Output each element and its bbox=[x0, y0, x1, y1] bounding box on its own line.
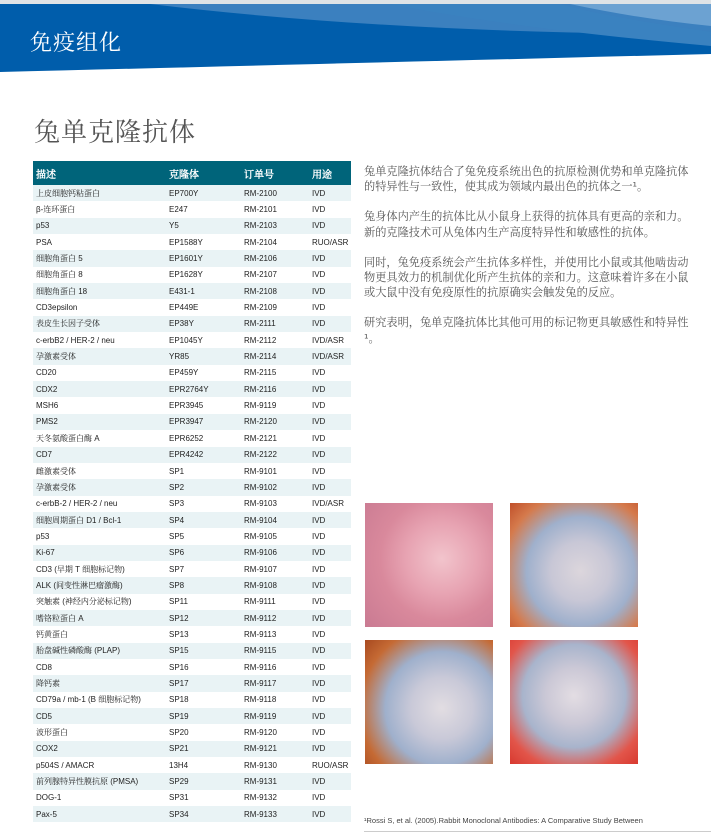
cell-clone: SP19 bbox=[166, 708, 241, 724]
cell-order-number: RM-9106 bbox=[241, 545, 309, 561]
cell-description: 胎盘碱性磷酸酶 (PLAP) bbox=[33, 643, 166, 659]
cell-order-number: RM-9112 bbox=[241, 610, 309, 626]
cell-clone: SP3 bbox=[166, 496, 241, 512]
cell-description: 雌激素受体 bbox=[33, 463, 166, 479]
cell-order-number: RM-9117 bbox=[241, 675, 309, 691]
cell-description: COX2 bbox=[33, 741, 166, 757]
cell-description: 细胞角蛋白 5 bbox=[33, 250, 166, 266]
table-row bbox=[33, 577, 351, 593]
cell-clone: SP2 bbox=[166, 479, 241, 495]
table-row bbox=[33, 299, 351, 315]
table-row bbox=[33, 708, 351, 724]
table-row bbox=[33, 528, 351, 544]
cell-description: p53 bbox=[33, 218, 166, 234]
cell-clone: SP31 bbox=[166, 790, 241, 806]
cell-order-number: RM-9133 bbox=[241, 806, 309, 822]
cell-order-number: RM-9131 bbox=[241, 773, 309, 789]
cell-order-number: RM-9121 bbox=[241, 741, 309, 757]
paragraph: 兔身体内产生的抗体比从小鼠身上获得的抗体具有更高的亲和力。新的克隆技术可从兔体内生产高度特异性和敏感性的抗体。 bbox=[364, 210, 689, 239]
table-row bbox=[33, 724, 351, 740]
cell-description: 表皮生长因子受体 bbox=[33, 316, 166, 332]
cell-use: IVD bbox=[309, 626, 351, 642]
cell-use: IVD bbox=[309, 790, 351, 806]
cell-description: Ki-67 bbox=[33, 545, 166, 561]
page-title: 兔单克隆抗体 bbox=[34, 118, 197, 148]
cell-use: IVD bbox=[309, 643, 351, 659]
table-row bbox=[33, 496, 351, 512]
cell-description: CD3 (早期 T 细胞标记物) bbox=[33, 561, 166, 577]
cell-clone: EP1045Y bbox=[166, 332, 241, 348]
cell-clone: SP34 bbox=[166, 806, 241, 822]
cell-order-number: RM-2122 bbox=[241, 447, 309, 463]
table-row bbox=[33, 250, 351, 266]
cell-description: CD8 bbox=[33, 659, 166, 675]
cell-order-number: RM-2101 bbox=[241, 201, 309, 217]
table-row bbox=[33, 430, 351, 446]
cell-clone: SP4 bbox=[166, 512, 241, 528]
paragraph: 同时，兔免疫系统会产生抗体多样性，并使用比小鼠或其他啮齿动物更具效力的机制优化所产生抗体的亲和力。这意味着许多在小鼠或大鼠中没有免疫原性的抗原确实会触发兔的反应。 bbox=[364, 255, 689, 300]
cell-order-number: RM-2112 bbox=[241, 332, 309, 348]
table-row bbox=[33, 218, 351, 234]
cell-use: IVD bbox=[309, 267, 351, 283]
cell-clone: E247 bbox=[166, 201, 241, 217]
table-row bbox=[33, 267, 351, 283]
cell-clone: EPR6252 bbox=[166, 430, 241, 446]
cell-use: IVD bbox=[309, 659, 351, 675]
cell-order-number: RM-9102 bbox=[241, 479, 309, 495]
cell-description: 上皮细胞钙粘蛋白 bbox=[33, 185, 166, 201]
cell-use: IVD bbox=[309, 741, 351, 757]
histology-image-ihc-1 bbox=[510, 503, 638, 627]
cell-clone: 13H4 bbox=[166, 757, 241, 773]
cell-use: IVD bbox=[309, 201, 351, 217]
histology-image-ihc-3 bbox=[510, 640, 638, 764]
table-row bbox=[33, 479, 351, 495]
cell-clone: EP1588Y bbox=[166, 234, 241, 250]
cell-clone: EP1628Y bbox=[166, 267, 241, 283]
cell-description: p504S / AMACR bbox=[33, 757, 166, 773]
cell-order-number: RM-9115 bbox=[241, 643, 309, 659]
cell-order-number: RM-9108 bbox=[241, 577, 309, 593]
cell-clone: EP449E bbox=[166, 299, 241, 315]
cell-use: IVD/ASR bbox=[309, 332, 351, 348]
cell-description: 天冬氨酸蛋白酶 A bbox=[33, 430, 166, 446]
table-row bbox=[33, 561, 351, 577]
cell-use: IVD bbox=[309, 218, 351, 234]
cell-order-number: RM-9120 bbox=[241, 724, 309, 740]
column-header-order-number: 订单号 bbox=[241, 161, 309, 185]
cell-description: c-erbB2 / HER-2 / neu bbox=[33, 332, 166, 348]
table-row bbox=[33, 512, 351, 528]
cell-use: IVD bbox=[309, 561, 351, 577]
cell-use: IVD bbox=[309, 594, 351, 610]
table-row bbox=[33, 185, 351, 201]
table-row bbox=[33, 610, 351, 626]
cell-use: IVD bbox=[309, 365, 351, 381]
cell-use: IVD bbox=[309, 577, 351, 593]
cell-clone: SP11 bbox=[166, 594, 241, 610]
cell-order-number: RM-9119 bbox=[241, 397, 309, 413]
cell-description: p53 bbox=[33, 528, 166, 544]
cell-clone: SP13 bbox=[166, 626, 241, 642]
cell-clone: SP18 bbox=[166, 692, 241, 708]
table-row bbox=[33, 790, 351, 806]
cell-order-number: RM-2109 bbox=[241, 299, 309, 315]
table-row bbox=[33, 414, 351, 430]
table-row bbox=[33, 757, 351, 773]
cell-use: IVD bbox=[309, 724, 351, 740]
table-row bbox=[33, 741, 351, 757]
table-row bbox=[33, 381, 351, 397]
cell-use: IVD bbox=[309, 545, 351, 561]
cell-clone: SP17 bbox=[166, 675, 241, 691]
cell-order-number: RM-2111 bbox=[241, 316, 309, 332]
table-row bbox=[33, 692, 351, 708]
cell-clone: SP7 bbox=[166, 561, 241, 577]
cell-order-number: RM-9119 bbox=[241, 708, 309, 724]
cell-use: IVD bbox=[309, 528, 351, 544]
cell-description: 孕激素受体 bbox=[33, 348, 166, 364]
cell-use: IVD bbox=[309, 479, 351, 495]
cell-order-number: RM-2115 bbox=[241, 365, 309, 381]
cell-clone: E431-1 bbox=[166, 283, 241, 299]
cell-description: 孕激素受体 bbox=[33, 479, 166, 495]
cell-clone: YR85 bbox=[166, 348, 241, 364]
cell-description: 细胞角蛋白 8 bbox=[33, 267, 166, 283]
cell-use: IVD bbox=[309, 708, 351, 724]
cell-use: IVD bbox=[309, 773, 351, 789]
cell-clone: SP29 bbox=[166, 773, 241, 789]
table-row bbox=[33, 234, 351, 250]
cell-description: ALK (间变性淋巴瘤激酶) bbox=[33, 577, 166, 593]
table-row bbox=[33, 463, 351, 479]
cell-order-number: RM-9101 bbox=[241, 463, 309, 479]
footnote-divider bbox=[364, 831, 711, 832]
cell-use: IVD bbox=[309, 414, 351, 430]
cell-clone: SP5 bbox=[166, 528, 241, 544]
cell-description: CDX2 bbox=[33, 381, 166, 397]
cell-clone: SP1 bbox=[166, 463, 241, 479]
table-row bbox=[33, 332, 351, 348]
table-row bbox=[33, 773, 351, 789]
cell-use: IVD bbox=[309, 512, 351, 528]
cell-description: DOG-1 bbox=[33, 790, 166, 806]
table-row bbox=[33, 626, 351, 642]
cell-use: IVD bbox=[309, 447, 351, 463]
cell-use: IVD bbox=[309, 675, 351, 691]
histology-image-he bbox=[365, 503, 493, 627]
cell-use: IVD bbox=[309, 381, 351, 397]
section-title: 免疫组化 bbox=[30, 31, 123, 56]
cell-order-number: RM-9130 bbox=[241, 757, 309, 773]
cell-clone: EP38Y bbox=[166, 316, 241, 332]
cell-clone: EP459Y bbox=[166, 365, 241, 381]
paragraph: 研究表明，兔单克隆抗体比其他可用的标记物更具敏感性和特异性¹。 bbox=[364, 316, 689, 345]
cell-use: IVD bbox=[309, 299, 351, 315]
cell-description: 细胞角蛋白 18 bbox=[33, 283, 166, 299]
cell-description: CD5 bbox=[33, 708, 166, 724]
cell-order-number: RM-9103 bbox=[241, 496, 309, 512]
cell-clone: SP21 bbox=[166, 741, 241, 757]
cell-order-number: RM-2108 bbox=[241, 283, 309, 299]
cell-clone: EP1601Y bbox=[166, 250, 241, 266]
cell-use: RUO/ASR bbox=[309, 757, 351, 773]
cell-description: CD20 bbox=[33, 365, 166, 381]
cell-description: 钙黄蛋白 bbox=[33, 626, 166, 642]
cell-order-number: RM-2104 bbox=[241, 234, 309, 250]
cell-description: 前列腺特异性膜抗原 (PMSA) bbox=[33, 773, 166, 789]
table-row bbox=[33, 594, 351, 610]
table-row bbox=[33, 659, 351, 675]
cell-clone: EPR3945 bbox=[166, 397, 241, 413]
cell-use: IVD bbox=[309, 283, 351, 299]
footnote: ¹Rossi S, et al. (2005).Rabbit Monoclonal Antibodies: A Comparative Study Between bbox=[364, 816, 643, 825]
paragraph: 兔单克隆抗体结合了兔免疫系统出色的抗原检测优势和单克隆抗体的特异性与一致性，使其成为领域内最出色的抗体之一¹。 bbox=[364, 165, 689, 194]
cell-clone: EPR2764Y bbox=[166, 381, 241, 397]
table-row bbox=[33, 397, 351, 413]
cell-description: MSH6 bbox=[33, 397, 166, 413]
cell-clone: SP12 bbox=[166, 610, 241, 626]
cell-order-number: RM-2120 bbox=[241, 414, 309, 430]
cell-order-number: RM-9132 bbox=[241, 790, 309, 806]
cell-use: RUO/ASR bbox=[309, 234, 351, 250]
cell-order-number: RM-9111 bbox=[241, 594, 309, 610]
intro-text bbox=[364, 164, 694, 361]
cell-order-number: RM-2121 bbox=[241, 430, 309, 446]
table-row bbox=[33, 348, 351, 364]
cell-use: IVD bbox=[309, 463, 351, 479]
column-header-description: 描述 bbox=[33, 161, 166, 185]
cell-description: PMS2 bbox=[33, 414, 166, 430]
table-row bbox=[33, 447, 351, 463]
cell-description: 细胞周期蛋白 D1 / Bcl-1 bbox=[33, 512, 166, 528]
cell-use: IVD bbox=[309, 250, 351, 266]
cell-use: IVD bbox=[309, 806, 351, 822]
table-row bbox=[33, 806, 351, 822]
column-header-clone: 克隆体 bbox=[166, 161, 241, 185]
cell-description: c-erbB-2 / HER-2 / neu bbox=[33, 496, 166, 512]
table-row bbox=[33, 316, 351, 332]
cell-description: 降钙素 bbox=[33, 675, 166, 691]
cell-clone: EPR3947 bbox=[166, 414, 241, 430]
cell-clone: SP6 bbox=[166, 545, 241, 561]
cell-order-number: RM-2107 bbox=[241, 267, 309, 283]
cell-order-number: RM-9104 bbox=[241, 512, 309, 528]
cell-clone: SP8 bbox=[166, 577, 241, 593]
cell-use: IVD bbox=[309, 185, 351, 201]
cell-order-number: RM-2114 bbox=[241, 348, 309, 364]
cell-order-number: RM-2103 bbox=[241, 218, 309, 234]
histology-image-ihc-2 bbox=[365, 640, 493, 764]
cell-use: IVD bbox=[309, 316, 351, 332]
cell-description: CD7 bbox=[33, 447, 166, 463]
cell-clone: Y5 bbox=[166, 218, 241, 234]
table-row bbox=[33, 675, 351, 691]
cell-description: 波形蛋白 bbox=[33, 724, 166, 740]
cell-order-number: RM-2100 bbox=[241, 185, 309, 201]
cell-description: 嗜铬粒蛋白 A bbox=[33, 610, 166, 626]
cell-order-number: RM-9118 bbox=[241, 692, 309, 708]
cell-description: Pax-5 bbox=[33, 806, 166, 822]
cell-order-number: RM-9116 bbox=[241, 659, 309, 675]
column-header-use: 用途 bbox=[309, 161, 351, 185]
cell-order-number: RM-9107 bbox=[241, 561, 309, 577]
section-banner bbox=[0, 4, 711, 72]
cell-description: 突触素 (神经内分泌标记物) bbox=[33, 594, 166, 610]
cell-clone: SP20 bbox=[166, 724, 241, 740]
cell-clone: EP700Y bbox=[166, 185, 241, 201]
cell-order-number: RM-2116 bbox=[241, 381, 309, 397]
cell-description: CD3epsilon bbox=[33, 299, 166, 315]
antibody-table bbox=[33, 161, 351, 822]
table-row bbox=[33, 365, 351, 381]
cell-order-number: RM-9113 bbox=[241, 626, 309, 642]
cell-use: IVD bbox=[309, 692, 351, 708]
cell-description: CD79a / mb-1 (B 细胞标记物) bbox=[33, 692, 166, 708]
cell-description: PSA bbox=[33, 234, 166, 250]
cell-use: IVD bbox=[309, 397, 351, 413]
cell-use: IVD bbox=[309, 610, 351, 626]
cell-use: IVD/ASR bbox=[309, 496, 351, 512]
cell-description: β-连环蛋白 bbox=[33, 201, 166, 217]
cell-use: IVD/ASR bbox=[309, 348, 351, 364]
table-row bbox=[33, 283, 351, 299]
table-row bbox=[33, 643, 351, 659]
cell-use: IVD bbox=[309, 430, 351, 446]
cell-clone: SP15 bbox=[166, 643, 241, 659]
cell-clone: EPR4242 bbox=[166, 447, 241, 463]
cell-order-number: RM-9105 bbox=[241, 528, 309, 544]
table-row bbox=[33, 545, 351, 561]
cell-clone: SP16 bbox=[166, 659, 241, 675]
cell-order-number: RM-2106 bbox=[241, 250, 309, 266]
table-header-row bbox=[33, 161, 351, 185]
table-row bbox=[33, 201, 351, 217]
